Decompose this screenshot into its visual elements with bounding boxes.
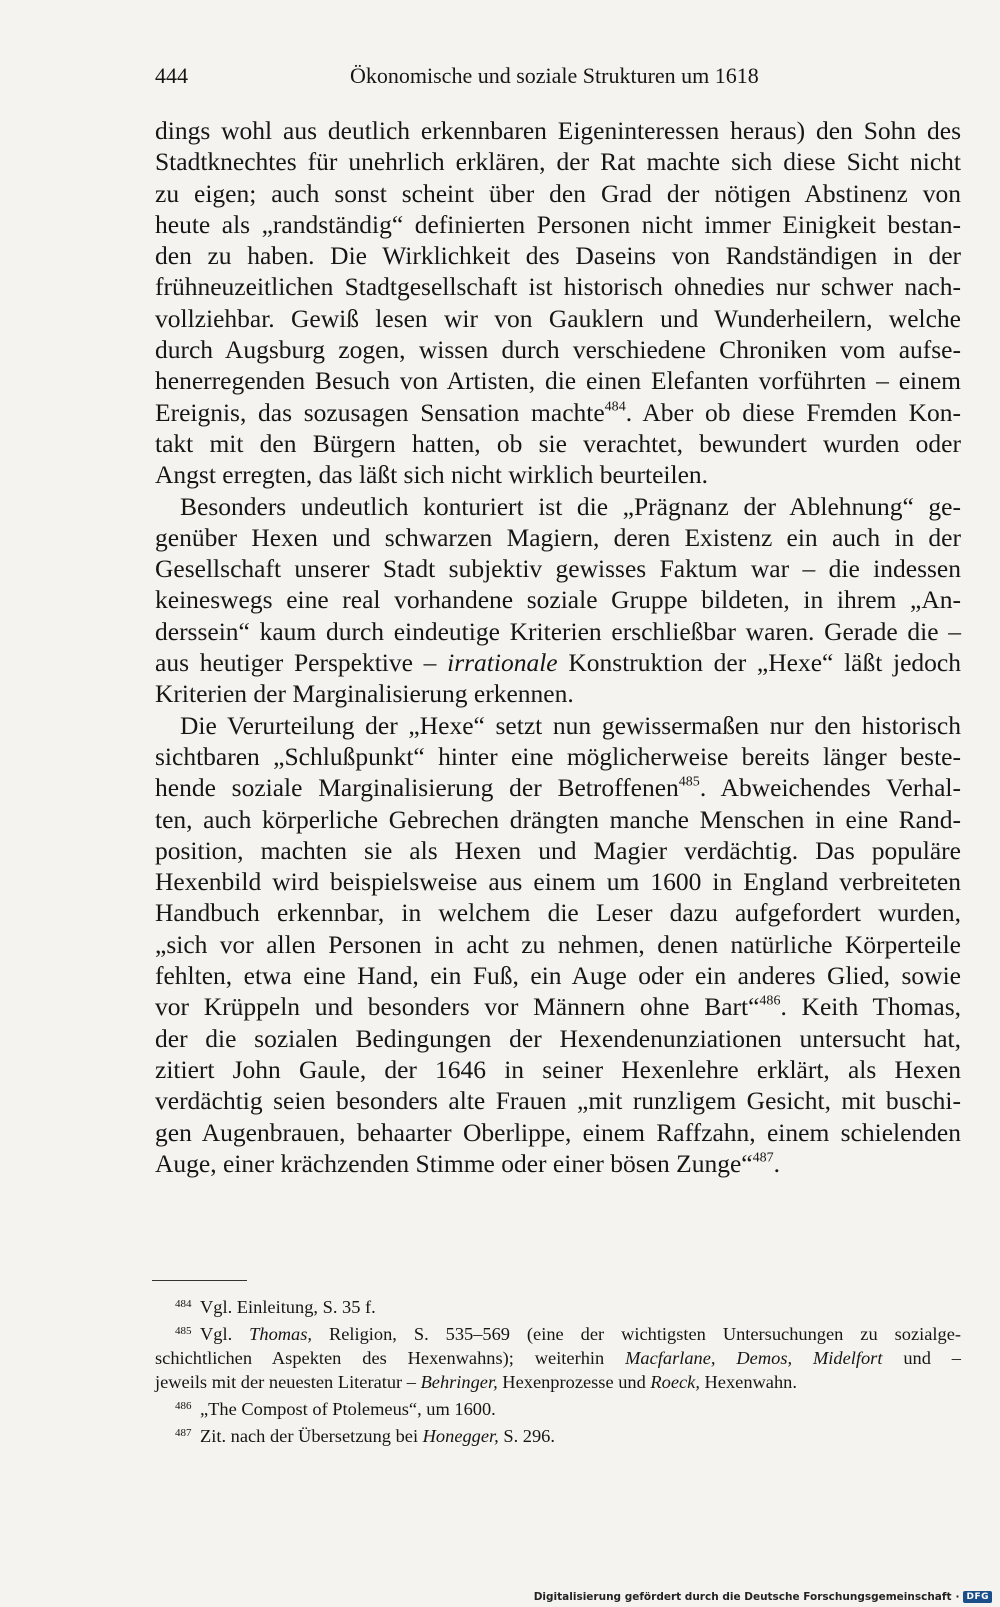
text-line: verdächtig seien besonders alte Frauen „mit runzligem Gesicht, mit buschi- [155, 1086, 961, 1116]
footer-separator: · [955, 1591, 960, 1603]
footnote-487 [155, 1421, 961, 1448]
text-line: Stadtknechtes für unehrlich erklären, der Rat machte sich diese Sicht nicht [155, 147, 961, 177]
footnote-485-line [155, 1346, 961, 1370]
text-line: fehlten, etwa eine Hand, ein Fuß, ein Auge oder ein anderes Glied, sowie [155, 961, 961, 991]
text-line [155, 397, 961, 428]
text-segment: aus heutiger Perspektive – [155, 648, 448, 678]
footnote-text: und – [882, 1348, 961, 1368]
footnote-486 [155, 1394, 961, 1421]
text-line: derssein“ kaum durch eindeutige Kriterien erschließbar waren. Gerade die – [155, 616, 961, 646]
text-segment: . Keith Thomas, [780, 992, 961, 1022]
text-line: „sich vor allen Personen in acht zu nehmen, denen natürliche Körperteile [155, 929, 961, 959]
text-segment: . [773, 1148, 781, 1178]
text-line: dings wohl aus deutlich erkennbaren Eigeninteressen heraus) den Sohn des [155, 116, 961, 145]
text-line: zitiert John Gaule, der 1646 in seiner Hexenlehre erklärt, als Hexen [155, 1054, 961, 1084]
footnote-divider [152, 1280, 247, 1281]
footnote-485-line [155, 1370, 961, 1394]
footnote-text: S. 296. [498, 1426, 555, 1446]
italic-term: irrationale [447, 648, 558, 678]
text-line [155, 1148, 961, 1179]
text-segment: . Aber ob diese Fremden Kon- [625, 397, 962, 427]
footnote-text: Vgl. [200, 1324, 250, 1344]
text-line: den zu haben. Die Wirklichkeit des Daseins von Randständigen in der [155, 241, 961, 271]
author-name: Thomas, [249, 1324, 312, 1344]
footnote-ref-486[interactable]: 486 [759, 993, 781, 1009]
text-line: takt mit den Bürgern hatten, ob sie verachtet, bewundert wurden oder [155, 428, 961, 458]
author-name: Behringer, [420, 1372, 498, 1392]
text-line: Handbuch erkennbar, in welchem die Leser dazu aufgefordert wurden, [155, 898, 961, 928]
footnote-ref-484[interactable]: 484 [604, 399, 626, 415]
text-line: Gesellschaft unserer Stadt subjektiv gewisses Faktum war – die indessen [155, 554, 961, 584]
footnote-text: Vgl. Einleitung, S. 35 f. [200, 1297, 376, 1317]
text-line: zu eigen; auch sonst scheint über den Grad der nötigen Abstinenz von [155, 178, 961, 208]
text-line: genüber Hexen und schwarzen Magiern, deren Existenz ein auch in der [155, 522, 961, 552]
text-segment: Auge, einer krächzenden Stimme oder einer bösen Zunge“ [155, 1148, 753, 1178]
footnote-485 [155, 1319, 961, 1346]
footnote-text: Hexenwahn. [699, 1372, 797, 1392]
running-title: Ökonomische und soziale Strukturen um 1618 [350, 63, 759, 88]
author-names: Macfarlane, Demos, Midelfort [625, 1348, 883, 1368]
text-segment: Ereignis, das sozusagen Sensation machte [155, 397, 605, 427]
text-line: Angst erregten, das läßt sich nicht wirklich beurteilen. [155, 460, 709, 490]
text-line: sichtbaren „Schlußpunkt“ hinter eine möglicherweise bereits länger beste- [155, 741, 961, 771]
footnote-text: Hexenprozesse und [497, 1372, 651, 1392]
text-line: Kriterien der Marginalisierung erkennen. [155, 679, 574, 709]
author-name: Roeck, [650, 1372, 700, 1392]
footnote-ref-487[interactable]: 487 [752, 1150, 774, 1166]
text-line: Hexenbild wird beispielsweise aus einem um 1600 in England verbreiteten [155, 867, 961, 897]
footnote-ref-485[interactable]: 485 [678, 774, 700, 790]
digitization-footer [534, 1591, 992, 1603]
text-line [155, 772, 961, 803]
text-line: frühneuzeitlichen Stadtgesellschaft ist historisch ohnedies nur schwer nach- [155, 272, 961, 302]
footnote-mark: 486 [175, 1400, 192, 1412]
text-line: Die Verurteilung der „Hexe“ setzt nun gewissermaßen nur den historisch [180, 710, 961, 740]
text-segment: Konstruktion der „Hexe“ läßt jedoch [557, 648, 961, 678]
footnotes [155, 1292, 961, 1448]
text-line: heute als „randständig“ definierten Personen nicht immer Einigkeit bestan- [155, 209, 961, 239]
author-name: Honegger, [422, 1426, 499, 1446]
footnote-text: Religion, S. 535–569 (eine der wichtigsten Untersuchungen zu sozialge- [312, 1324, 961, 1344]
text-line: der die sozialen Bedingungen der Hexendenunziationen untersucht hat, [155, 1023, 961, 1053]
text-line: position, machten sie als Hexen und Magier verdächtig. Das populäre [155, 835, 961, 865]
text-line: vollziehbar. Gewiß lesen wir von Gauklern und Wunderheilern, welche [155, 303, 961, 333]
text-line [155, 991, 961, 1022]
page-number: 444 [155, 63, 188, 88]
text-line: keineswegs eine real vorhandene soziale Gruppe bildeten, in ihrem „An- [155, 585, 961, 615]
footnote-text: Zit. nach der Übersetzung bei [200, 1426, 423, 1446]
footnote-text: jeweils mit der neuesten Literatur – [155, 1372, 421, 1392]
text-segment: vor Krüppeln und besonders vor Männern ohne Bart“ [155, 992, 760, 1022]
body-text [155, 115, 961, 1179]
footer-credit: Digitalisierung gefördert durch die Deutsche Forschungsgemeinschaft [533, 1591, 952, 1603]
text-line: ten, auch körperliche Gebrechen drängten manche Menschen in eine Rand- [155, 804, 961, 834]
text-segment: hende soziale Marginalisierung der Betroffenen [155, 773, 679, 803]
text-line: Besonders undeutlich konturiert ist die „Prägnanz der Ablehnung“ ge- [180, 491, 961, 521]
text-line: henerregenden Besuch von Artisten, die einen Elefanten vorführten – einem [155, 366, 961, 396]
dfg-logo-icon: DFG [963, 1591, 992, 1603]
text-line: durch Augsburg zogen, wissen durch verschiedene Chroniken vom aufse- [155, 335, 961, 365]
text-segment: . Abweichendes Verhal- [699, 773, 962, 803]
footnote-mark: 485 [175, 1325, 192, 1337]
footnote-mark: 487 [175, 1427, 192, 1439]
text-line [155, 647, 961, 678]
page-header [155, 63, 957, 93]
footnote-text: „The Compost of Ptolemeus“, um 1600. [200, 1399, 496, 1419]
footnote-text: schichtlichen Aspekten des Hexenwahns); weiterhin [155, 1348, 626, 1368]
footnote-mark: 484 [175, 1298, 192, 1310]
footnote-484 [155, 1292, 961, 1319]
text-line: gen Augenbrauen, behaarter Oberlippe, einem Raffzahn, einem schielenden [155, 1117, 961, 1147]
